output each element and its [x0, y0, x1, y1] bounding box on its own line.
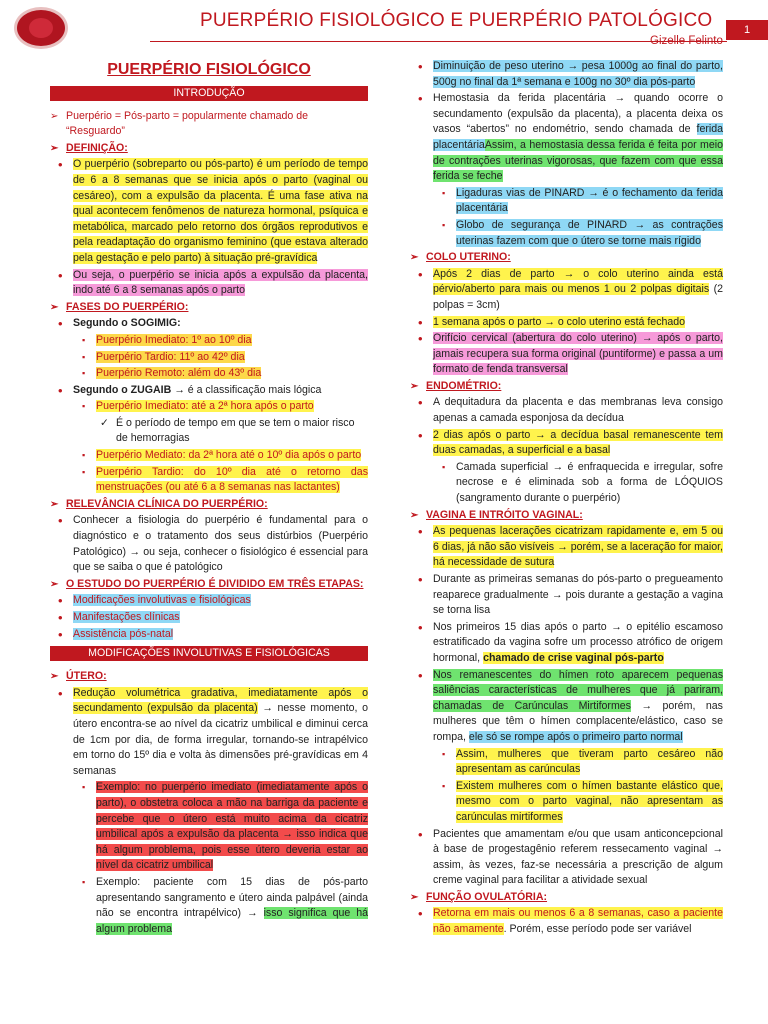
ressecamento: • Pacientes que amamentam e/ou que usam anticoncepcional à base de progestagênio referem ressecamento vaginal → assim, às vezes, faz-se necessária a prescrição de algum creme vaginal para facilitar a atividade sexual [410, 827, 723, 889]
sogimig-remoto: ▪ Puerpério Remoto: além do 43º dia [50, 366, 368, 382]
utero-reducao: • Redução volumétrica gradativa, imediatamente após o secundamento (expulsão da placenta) → nesse momento, o útero encontra-se ao nível da cicatriz umbilical e diminui cerca de 1cm por dia, de forma irregular, tornando-se intrapélvico em torno do 15º dia e volta às dimensões pré-gravídicas em 4 semanas [50, 686, 368, 780]
page-number: 1 [726, 20, 768, 40]
zugaib-tardio: ▪ Puerpério Tardio: do 10º dia até o retorno das menstruações (ou até 6 a 8 semanas nas lactantes) [50, 465, 368, 496]
band-modificacoes: MODIFICAÇÕES INVOLUTIVAS E FISIOLÓGICAS [50, 646, 368, 661]
ovulatoria-retorno: • Retorna em mais ou menos 6 a 8 semanas, caso a paciente não amamente. Porém, esse período pode ser variável [410, 906, 723, 937]
endometrio-2-dias: • 2 dias após o parto → a decídua basal remanescente tem duas camadas, a superficial e a basal [410, 428, 723, 459]
ligaduras-pinard: ▪ Ligaduras vias de PINARD → é o fechamento da ferida placentária [410, 186, 723, 217]
sogimig-tardio: ▪ Puerpério Tardio: 11º ao 42º dia [50, 350, 368, 366]
etapa-1: • Modificações involutivas e fisiológicas [50, 593, 368, 609]
zugaib-mediato: ▪ Puerpério Mediato: da 2ª hora até o 10º dia após o parto [50, 448, 368, 464]
sogimig-item: • Segundo o SOGIMIG: [50, 316, 368, 332]
zugaib-imediato: ▪ Puerpério Imediato: até a 2ª hora após o parto [50, 399, 368, 415]
puerperio-line: ➢ Puerpério = Pós-parto = popularmente chamado de “Resguardo” [50, 109, 368, 140]
colo-1-semana: • 1 semana após o parto → o colo uterino está fechado [410, 315, 723, 331]
left-column [50, 56, 368, 938]
ovulatoria-heading: ➢ FUNÇÃO OVULATÓRIA: [410, 890, 723, 906]
laceracoes: • As pequenas lacerações cicatrizam rapidamente e, em 5 ou 6 dias, já não são visíveis → porém, se a laceração for maior, há necessidade de sutura [410, 524, 723, 571]
right-column [410, 58, 723, 939]
relevancia-heading: ➢ RELEVÂNCIA CLÍNICA DO PUERPÉRIO: [50, 497, 368, 513]
camada-superficial: ▪ Camada superficial → é enfraquecida e irregular, sofre necrose e é eliminada sob a forma de LÓQUIOS (sangramento durante o puerpério) [410, 460, 723, 507]
carunculas-elastico: ▪ Existem mulheres com o hímen bastante elástico que, mesmo com o parto vaginal, não apresentam as carúnculas mirtiformes [410, 779, 723, 826]
pregueamento: • Durante as primeiras semanas do pós-parto o pregueamento reaparece gradualmente → pois durante a gestação a vagina se torna lisa [410, 572, 723, 619]
peso-uterino: • Diminuição de peso uterino → pesa 1000g ao final do parto, 500g no final da 1ª semana e 100g no 30º dia pós-parto [410, 59, 723, 90]
estudo-heading: ➢ O ESTUDO DO PUERPÉRIO É DIVIDIDO EM TRÊS ETAPAS: [50, 577, 368, 593]
etapa-2: • Manifestações clínicas [50, 610, 368, 626]
colo-2-dias: • Após 2 dias de parto → o colo uterino ainda está pérvio/aberto para mais ou menos 1 ou 2 polpas digitais (2 polpas = 3cm) [410, 267, 723, 314]
orificio-cervical: • Orifício cervical (abertura do colo uterino) → após o parto, jamais recupera sua forma original (puntiforme) e passa a um formato de fenda transversal [410, 331, 723, 378]
crise-vaginal: • Nos primeiros 15 dias após o parto → o epitélio escamoso estratificado da vagina sofre um processo atrófico de origem hormonal, chamado de crise vaginal pós-parto [410, 620, 723, 667]
relevancia-text: • Conhecer a fisiologia do puerpério é fundamental para o diagnóstico e o tratamento dos seus distúrbios (Puerpério Patológico) → ou seja, conhecer o fisiológico é essencial para que se saiba o que é patológico [50, 513, 368, 575]
utero-heading: ➢ ÚTERO: [50, 669, 368, 685]
sogimig-imediato: ▪ Puerpério Imediato: 1º ao 10º dia [50, 333, 368, 349]
vagina-heading: ➢ VAGINA E INTRÓITO VAGINAL: [410, 508, 723, 524]
header-rule [150, 41, 727, 42]
logo [14, 7, 68, 49]
zugaib-item: • Segundo o ZUGAIB → é a classificação mais lógica [50, 383, 368, 399]
definicao-summary: • Ou seja, o puerpério se inicia após a expulsão da placenta, indo até 6 a 8 semanas após o parto [50, 268, 368, 299]
endometrio-heading: ➢ ENDOMÉTRIO: [410, 379, 723, 395]
utero-exemplo-2: ▪ Exemplo: paciente com 15 dias de pós-parto apresentando sangramento e útero ainda palpável (ainda não se encontra intrapélvico) → isso significa que há algum problema [50, 875, 368, 937]
utero-exemplo-1: ▪ Exemplo: no puerpério imediato (imediatamente após o parto), o obstetra coloca a mão na barriga da paciente e percebe que o útero está muito acima da cicatriz umbilical após a expulsão da placenta → isso indica que há algum problema, pois esse útero deveria estar ao nível da cicatriz umbilical [50, 780, 368, 874]
page-title: PUERPÉRIO FISIOLÓGICO E PUERPÉRIO PATOLÓGICO [200, 10, 713, 31]
band-introducao: INTRODUÇÃO [50, 86, 368, 101]
colo-heading: ➢ COLO UTERINO: [410, 250, 723, 266]
globo-pinard: ▪ Globo de segurança de PINARD → as contrações uterinas fazem com que o útero se torne mais rígido [410, 218, 723, 249]
section-heading: PUERPÉRIO FISIOLÓGICO [107, 61, 311, 78]
etapa-3: • Assistência pós-natal [50, 627, 368, 643]
definicao-text: • O puerpério (sobreparto ou pós-parto) é um período de tempo de 6 a 8 semanas que se inicia após o parto (vaginal ou cesáreo), com a expulsão da placenta. É uma fase ativa na qual acontecem fenômenos de natureza hormonal, psíquica e metabólica, marcado pelo retorno dos órgãos reprodutivos e pela readaptação do organismo feminino (que estava alterado pela gestação e pelo parto) à situação pré-gravídica [50, 157, 368, 266]
fases-heading: ➢ FASES DO PUERPÉRIO: [50, 300, 368, 316]
endometrio-dequitadura: • A dequitadura da placenta e das membranas leva consigo apenas a camada esponjosa da decídua [410, 395, 723, 426]
zugaib-imediato-note: ✓ É o período de tempo em que se tem o maior risco de hemorragias [50, 416, 368, 447]
hemostasia: • Hemostasia da ferida placentária → quando ocorre o secundamento (expulsão da placenta), a placenta deixa os vasos “abertos” no endométrio, sendo chamada de ferida placentáriaAssim, a hemostasia dessa ferida é feita por meio de contrações uterinas vigorosas, que fazem com que essa ferida se feche [410, 91, 723, 185]
carunculas: • Nos remanescentes do hímen roto aparecem pequenas saliências características de mulheres que já pariram, chamadas de Carúnculas Mirtiformes → porém, nas mulheres que têm o hímen complacente/elástico, caso se rompa, ele só se rompe após o primeiro parto normal [410, 668, 723, 746]
author: Gizelle Felinto [650, 35, 723, 47]
carunculas-cesarea: ▪ Assim, mulheres que tiveram parto cesáreo não apresentam as carúnculas [410, 747, 723, 778]
definicao-heading: ➢ DEFINIÇÃO: [50, 141, 368, 157]
logo-mark [29, 18, 53, 38]
